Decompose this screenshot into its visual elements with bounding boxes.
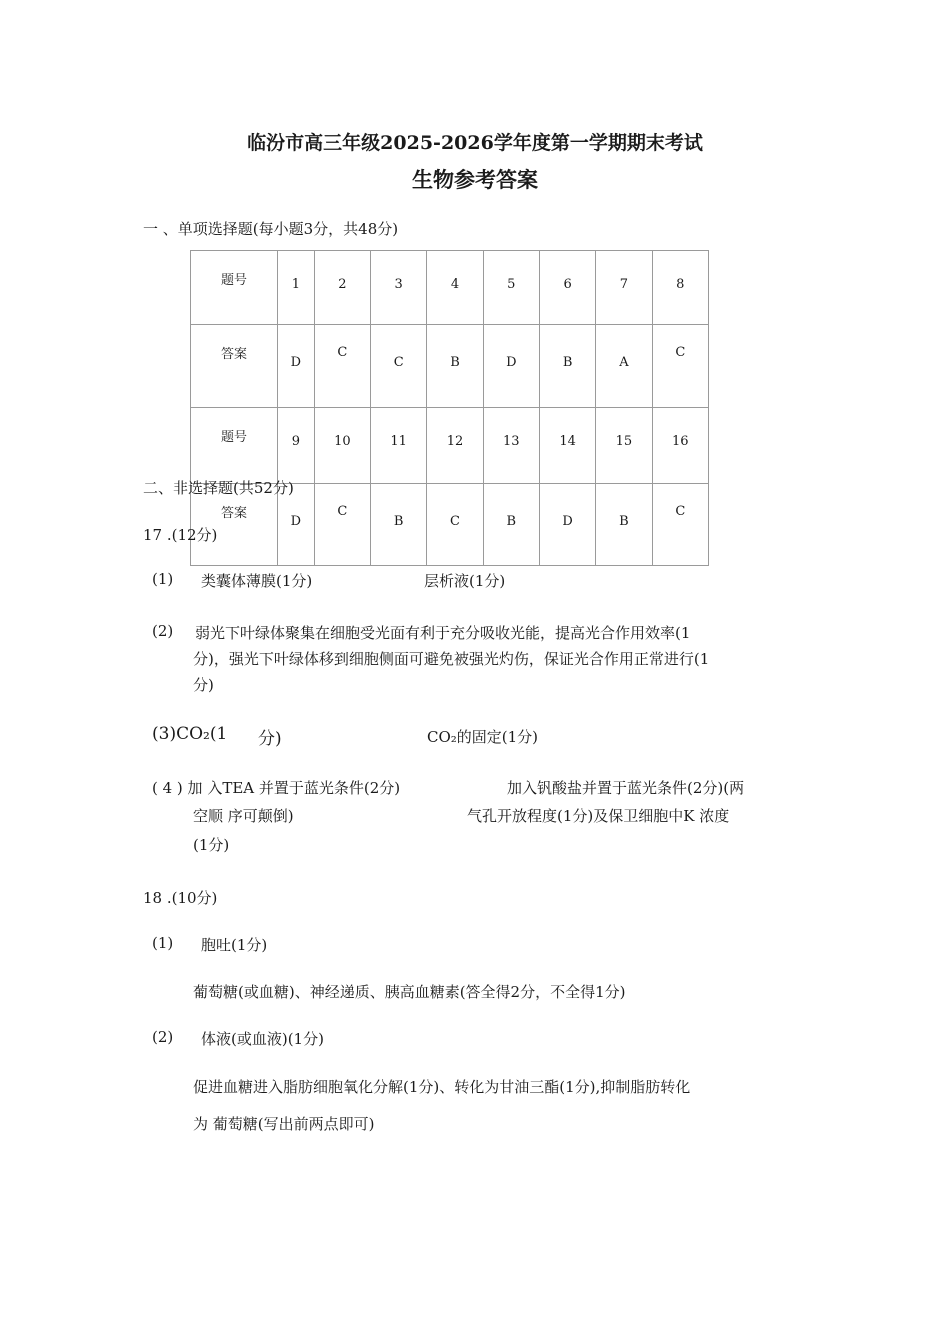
q17-part4-line1b: 加入钒酸盐并置于蓝光条件(2分)(两 <box>507 779 745 797</box>
row-label-question: 题号 <box>191 251 278 325</box>
answer-cell: C <box>371 325 427 408</box>
question-number: 14 <box>539 408 595 484</box>
q18-part1-number: (1) <box>152 934 174 952</box>
answer-cell: B <box>371 484 427 566</box>
answer-cell: C <box>314 325 370 408</box>
question-number: 4 <box>427 251 483 325</box>
q17-heading: 17 .(12分) <box>143 526 218 544</box>
question-number: 8 <box>652 251 708 325</box>
question-number: 16 <box>652 408 708 484</box>
answer-cell: D <box>278 484 315 566</box>
question-number: 13 <box>483 408 539 484</box>
question-number: 3 <box>371 251 427 325</box>
answer-table <box>190 250 709 566</box>
answer-cell: B <box>483 484 539 566</box>
q18-part2-line2: 为 葡萄糖(写出前两点即可) <box>193 1115 375 1133</box>
q17-part4-line2b: 气孔开放程度(1分)及保卫细胞中K 浓度 <box>467 807 730 825</box>
q17-part2-line2: 分)，强光下叶绿体移到细胞侧面可避免被强光灼伤，保证光合作用正常进行(1 <box>193 650 710 668</box>
answer-cell: D <box>278 325 315 408</box>
question-number: 10 <box>314 408 370 484</box>
table-row-answers-1 <box>191 325 709 408</box>
q17-part2-line3: 分) <box>193 676 214 694</box>
question-number: 7 <box>596 251 652 325</box>
q18-part2-number: (2) <box>152 1028 174 1046</box>
question-number: 11 <box>371 408 427 484</box>
answer-cell: D <box>539 484 595 566</box>
question-number: 12 <box>427 408 483 484</box>
answer-cell: C <box>314 484 370 566</box>
row-label-answer: 答案 <box>191 325 278 408</box>
q17-part4-line1a: ( 4 ) 加 入TEA 并置于蓝光条件(2分) <box>152 779 401 797</box>
question-number: 9 <box>278 408 315 484</box>
answer-cell: C <box>652 325 708 408</box>
q17-part2-line1: 弱光下叶绿体聚集在细胞受光面有利于充分吸收光能，提高光合作用效率(1 <box>195 624 691 642</box>
question-number: 5 <box>483 251 539 325</box>
q17-part1-number: (1) <box>152 570 174 588</box>
row-label-question: 题号 <box>191 408 278 484</box>
answer-cell: C <box>427 484 483 566</box>
q17-part3-answer-a: (3)CO₂(1 <box>152 724 228 744</box>
q17-part2-number: (2) <box>152 622 174 640</box>
answer-cell: B <box>539 325 595 408</box>
q17-part3-answer-a-score: 分) <box>258 729 282 749</box>
q18-part2-answer-a: 体液(或血液)(1分) <box>201 1030 324 1048</box>
q18-heading: 18 .(10分) <box>143 889 218 907</box>
table-row-numbers-2 <box>191 408 709 484</box>
q18-part1-answer-a: 胞吐(1分) <box>201 936 268 954</box>
exam-title: 临汾市高三年级2025-2026学年度第一学期期末考试 <box>247 132 703 154</box>
answer-key-title: 生物参考答案 <box>412 167 538 192</box>
q17-part4-line3: (1分) <box>193 836 230 854</box>
q18-part1-answer-b: 葡萄糖(或血糖)、神经递质、胰高血糖素(答全得2分，不全得1分) <box>193 983 626 1001</box>
table-row-numbers-1 <box>191 251 709 325</box>
answer-cell: D <box>483 325 539 408</box>
q17-part4-line2a: 空顺 序可颠倒) <box>193 807 294 825</box>
q17-part1-answer-b: 层析液(1分) <box>424 572 506 590</box>
q17-part1-answer-a: 类囊体薄膜(1分) <box>201 572 313 590</box>
question-number: 6 <box>539 251 595 325</box>
q18-part2-line1: 促进血糖进入脂肪细胞氧化分解(1分)、转化为甘油三酯(1分),抑制脂肪转化 <box>193 1078 691 1096</box>
row-label-answer: 答案 <box>191 484 278 566</box>
answer-cell: B <box>427 325 483 408</box>
answer-cell: A <box>596 325 652 408</box>
section-2-heading: 二、非选择题(共52分) <box>143 479 294 497</box>
answer-cell: C <box>652 484 708 566</box>
question-number: 2 <box>314 251 370 325</box>
q17-part3-answer-b: CO₂的固定(1分) <box>427 728 539 746</box>
answer-cell: B <box>596 484 652 566</box>
question-number: 15 <box>596 408 652 484</box>
section-1-heading: 一 、单项选择题(每小题3分，共48分) <box>143 220 399 238</box>
question-number: 1 <box>278 251 315 325</box>
